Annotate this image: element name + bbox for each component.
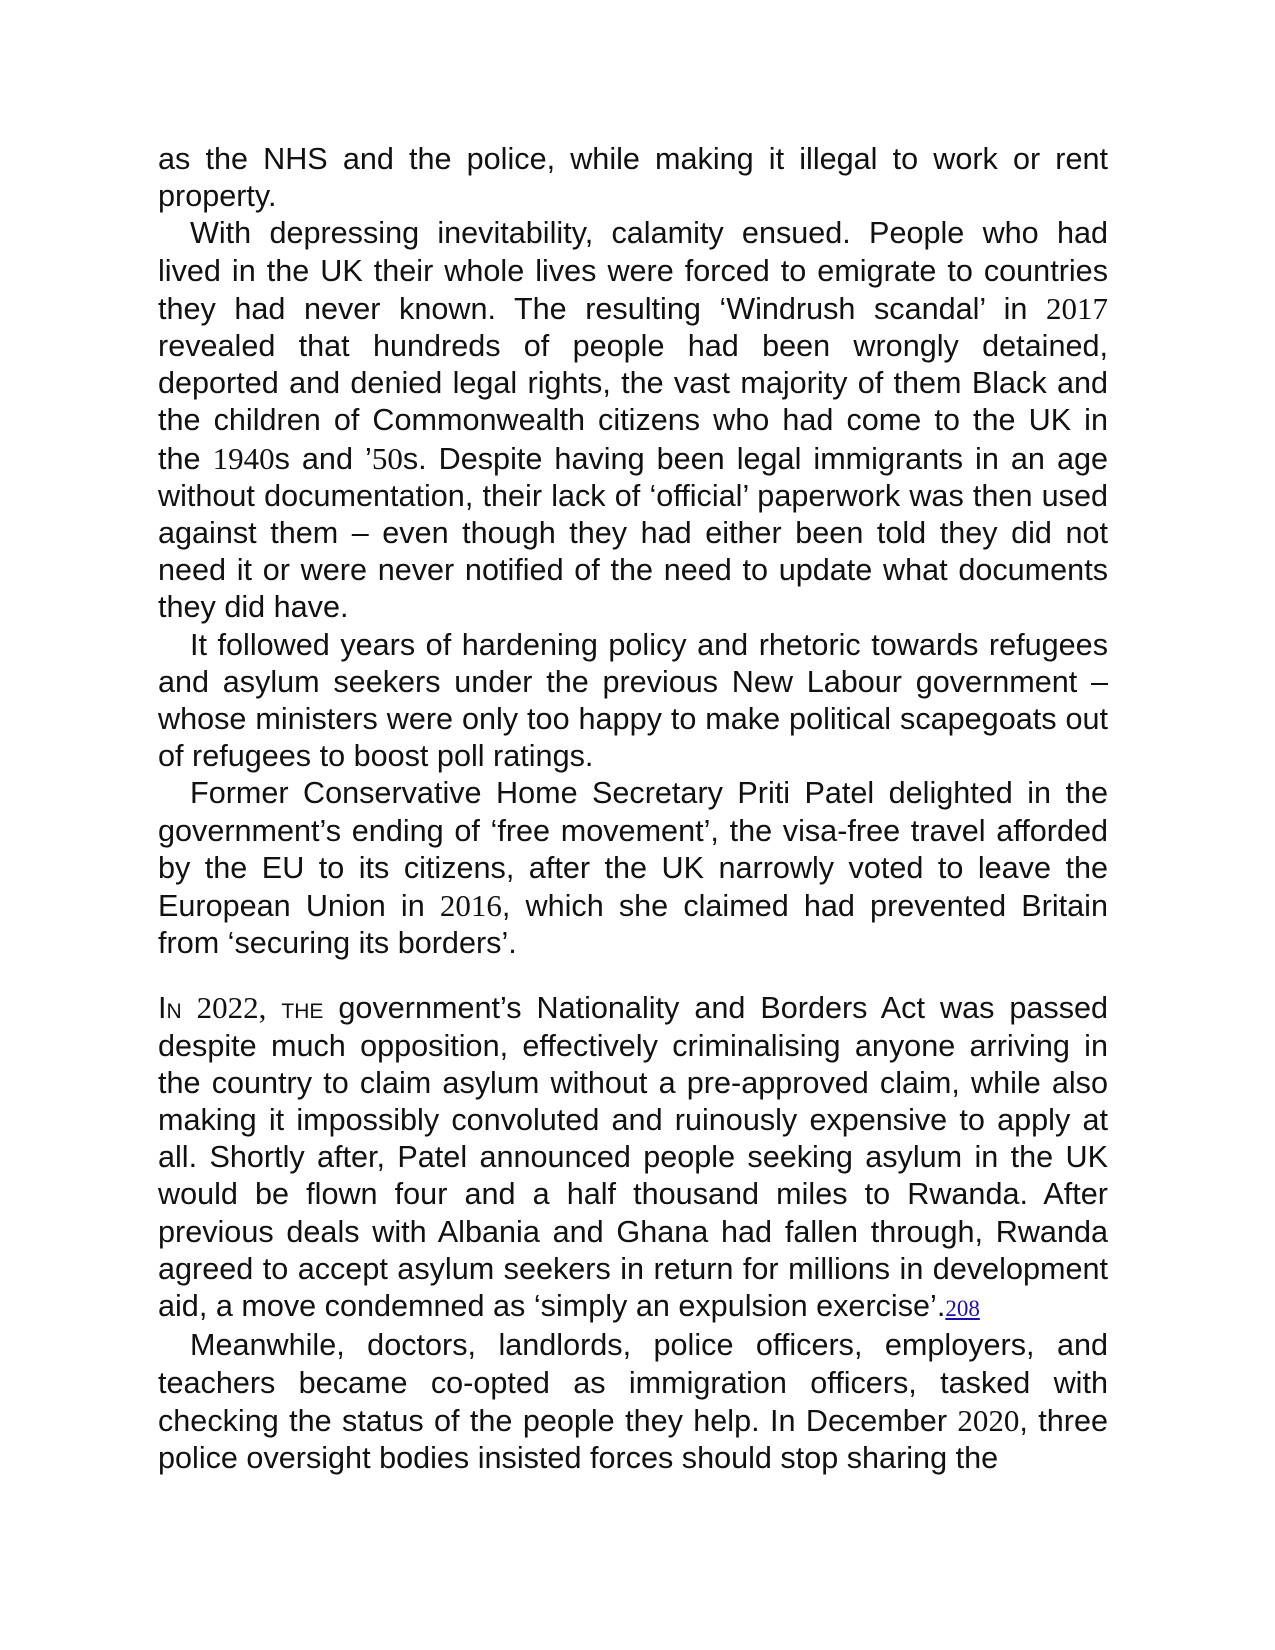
footnote-link[interactable]: 208 bbox=[945, 1296, 980, 1322]
text-run: Meanwhile, doctors, landlords, police officers, employers, and teachers became co-opted as immigration officers, tasked with checking the status of the people they help. In December bbox=[158, 1328, 1108, 1438]
text-run: s and ’ bbox=[274, 441, 372, 476]
number-text: 2020 bbox=[957, 1402, 1020, 1438]
number-text: 1940 bbox=[212, 440, 275, 476]
paragraph-free-movement bbox=[158, 775, 1108, 962]
page-body bbox=[158, 141, 1108, 1477]
number-text: 2022, bbox=[196, 990, 267, 1026]
section-lead-smallcaps: In bbox=[158, 991, 182, 1026]
text-run: With depressing inevitability, calamity ensued. People who had lived in the UK their whole lives were forced to emigrate to countries they had never known. The resulting ‘Windrush scandal’ in bbox=[158, 216, 1108, 326]
section-lead-smallcaps: the bbox=[281, 991, 324, 1026]
text-run: s. Despite having been legal immigrants in an age without documentation, their lack of ‘official’ paperwork was then used against them – even though they had either been told they did not need it or were never notified of the need to update what documents they did have. bbox=[158, 441, 1109, 625]
paragraph-new-labour bbox=[158, 627, 1108, 776]
number-text: 50 bbox=[371, 440, 403, 476]
text-run bbox=[266, 991, 281, 1025]
text-run: , three police oversight bodies insisted forces should stop sharing the bbox=[158, 1403, 1108, 1475]
text-run: , which she claimed had prevented Britain from ‘securing its borders’. bbox=[158, 889, 1108, 961]
text-run: revealed that hundreds of people had been wrongly detained, deported and denied legal rights, the vast majority of them Black and the children of Commonwealth citizens who had come to the UK in the bbox=[158, 329, 1108, 476]
number-text: 2017 bbox=[1046, 290, 1108, 326]
text-run: as the NHS and the police, while making it illegal to work or rent property. bbox=[158, 142, 1108, 214]
paragraph-co-opted-officers bbox=[158, 1327, 1108, 1477]
text-run: It followed years of hardening policy and rhetoric towards refugees and asylum seekers under the previous New Labour government – whose ministers were only too happy to make political scapegoats out of refugees to boost poll ratings. bbox=[158, 627, 1108, 774]
paragraph-windrush bbox=[158, 215, 1108, 626]
section-break bbox=[158, 962, 1108, 989]
number-text: 2016 bbox=[439, 888, 502, 924]
paragraph-continuation bbox=[158, 141, 1108, 215]
text-run bbox=[182, 991, 197, 1025]
paragraph-nationality-borders-act bbox=[158, 989, 1108, 1327]
text-run: Former Conservative Home Secretary Priti Patel delighted in the government’s ending of ‘free movement’, the visa-free travel afforded by the EU to its citizens, after the UK narrowly voted to leave the European Union in bbox=[158, 776, 1108, 924]
text-run: government’s Nationality and Borders Act was passed despite much opposition, effectively criminalising anyone arriving in the country to claim asylum without a pre-approved claim, while also making it impossibly convoluted and ruinously expensive to apply at all. Shortly after, Patel announced people seeking asylum in the UK would be flown four and a half thousand miles to Rwanda. After previous deals with Albania and Ghana had fallen through, Rwanda agreed to accept asylum seekers in return for millions in development aid, a move condemned as ‘simply an expulsion exercise’. bbox=[158, 991, 1109, 1324]
